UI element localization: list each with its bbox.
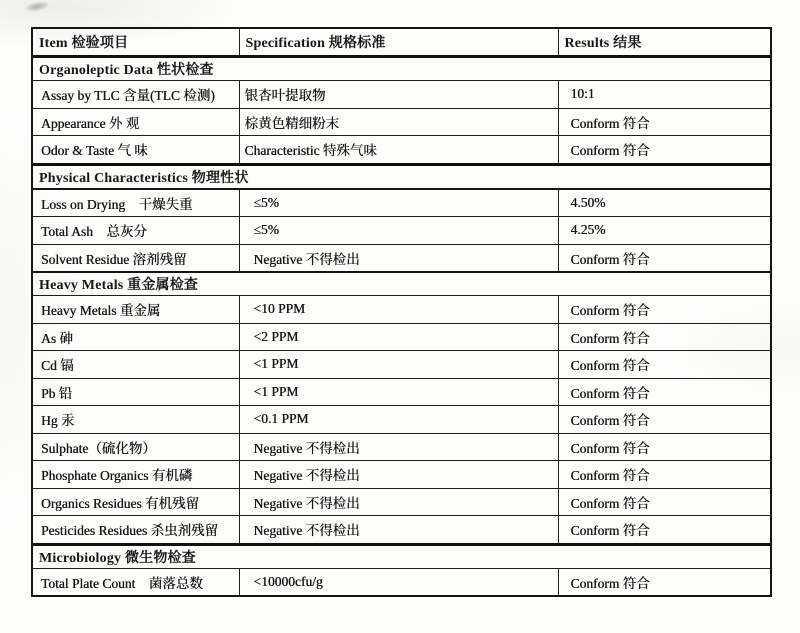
item-cell: Total Plate Count 菌落总数 [32,568,239,596]
column-header-results: Results 结果 [558,28,771,57]
spec-cell: Negative 不得检出 [239,244,558,272]
result-cell: Conform 符合 [558,351,771,379]
certificate-of-analysis-table [31,27,772,597]
table-row [32,516,771,545]
table-body [32,57,771,597]
result-cell: Conform 符合 [558,568,771,596]
spec-cell: Negative 不得检出 [239,433,558,461]
result-cell: Conform 符合 [558,108,771,136]
section-title: Heavy Metals 重金属检查 [32,272,771,296]
section-title: Organoleptic Data 性状检查 [32,57,771,81]
spec-cell: ≤5% [239,217,558,245]
item-cell: Total Ash 总灰分 [32,217,239,245]
result-cell: Conform 符合 [558,433,771,461]
spec-cell: Negative 不得检出 [239,516,558,545]
item-cell: Odor & Taste 气 味 [32,136,239,165]
spec-cell: 银杏叶提取物 [239,81,558,109]
spec-cell: <2 PPM [239,323,558,351]
table-row [32,351,771,379]
item-cell: Heavy Metals 重金属 [32,296,239,324]
spec-cell: <10000cfu/g [239,568,558,596]
table-row [32,296,771,324]
spec-cell: Negative 不得检出 [239,461,558,489]
item-cell: Organics Residues 有机残留 [32,488,239,516]
result-cell: Conform 符合 [558,378,771,406]
result-cell: Conform 符合 [558,244,771,272]
section-header-row [32,57,771,81]
spec-cell: Characteristic 特殊气味 [239,136,558,165]
section-title: Microbiology 微生物检查 [32,544,771,568]
item-cell: Pb 铅 [32,378,239,406]
result-cell: Conform 符合 [558,406,771,434]
column-header-specification: Specification 规格标准 [239,28,558,57]
spec-cell: Negative 不得检出 [239,488,558,516]
section-title: Physical Characteristics 物理性状 [32,164,771,189]
item-cell: Solvent Residue 溶剂残留 [32,244,239,272]
table-row [32,406,771,434]
item-cell: Cd 镉 [32,351,239,379]
result-cell: Conform 符合 [558,461,771,489]
result-cell: 10:1 [558,81,771,109]
item-cell: Sulphate（硫化物） [32,433,239,461]
item-cell: Pesticides Residues 杀虫剂残留 [32,516,239,545]
section-header-row [32,272,771,296]
result-cell: Conform 符合 [558,136,771,165]
result-cell: Conform 符合 [558,488,771,516]
item-cell: As 砷 [32,323,239,351]
column-header-item: Item 检验项目 [32,28,239,57]
item-cell: Loss on Drying 干燥失重 [32,189,239,217]
table-row [32,323,771,351]
table-row [32,461,771,489]
result-cell: 4.25% [558,217,771,245]
result-cell: Conform 符合 [558,296,771,324]
spec-cell: <10 PPM [239,296,558,324]
scan-artifact [24,0,49,13]
table-row [32,488,771,516]
item-cell: Assay by TLC 含量(TLC 检测) [32,81,239,109]
table-header-row [32,28,771,57]
section-header-row [32,164,771,189]
spec-cell: <0.1 PPM [239,406,558,434]
spec-cell: ≤5% [239,189,558,217]
table-row [32,108,771,136]
result-cell: Conform 符合 [558,516,771,545]
table-row [32,136,771,165]
result-cell: 4.50% [558,189,771,217]
section-header-row [32,544,771,568]
table-row [32,189,771,217]
spec-cell: <1 PPM [239,378,558,406]
table-row [32,568,771,596]
table-row [32,433,771,461]
item-cell: Phosphate Organics 有机磷 [32,461,239,489]
item-cell: Appearance 外 观 [32,108,239,136]
table-row [32,81,771,109]
result-cell: Conform 符合 [558,323,771,351]
table-row [32,217,771,245]
spec-cell: <1 PPM [239,351,558,379]
spec-cell: 棕黄色精细粉末 [239,108,558,136]
item-cell: Hg 汞 [32,406,239,434]
table-row [32,378,771,406]
table-row [32,244,771,272]
